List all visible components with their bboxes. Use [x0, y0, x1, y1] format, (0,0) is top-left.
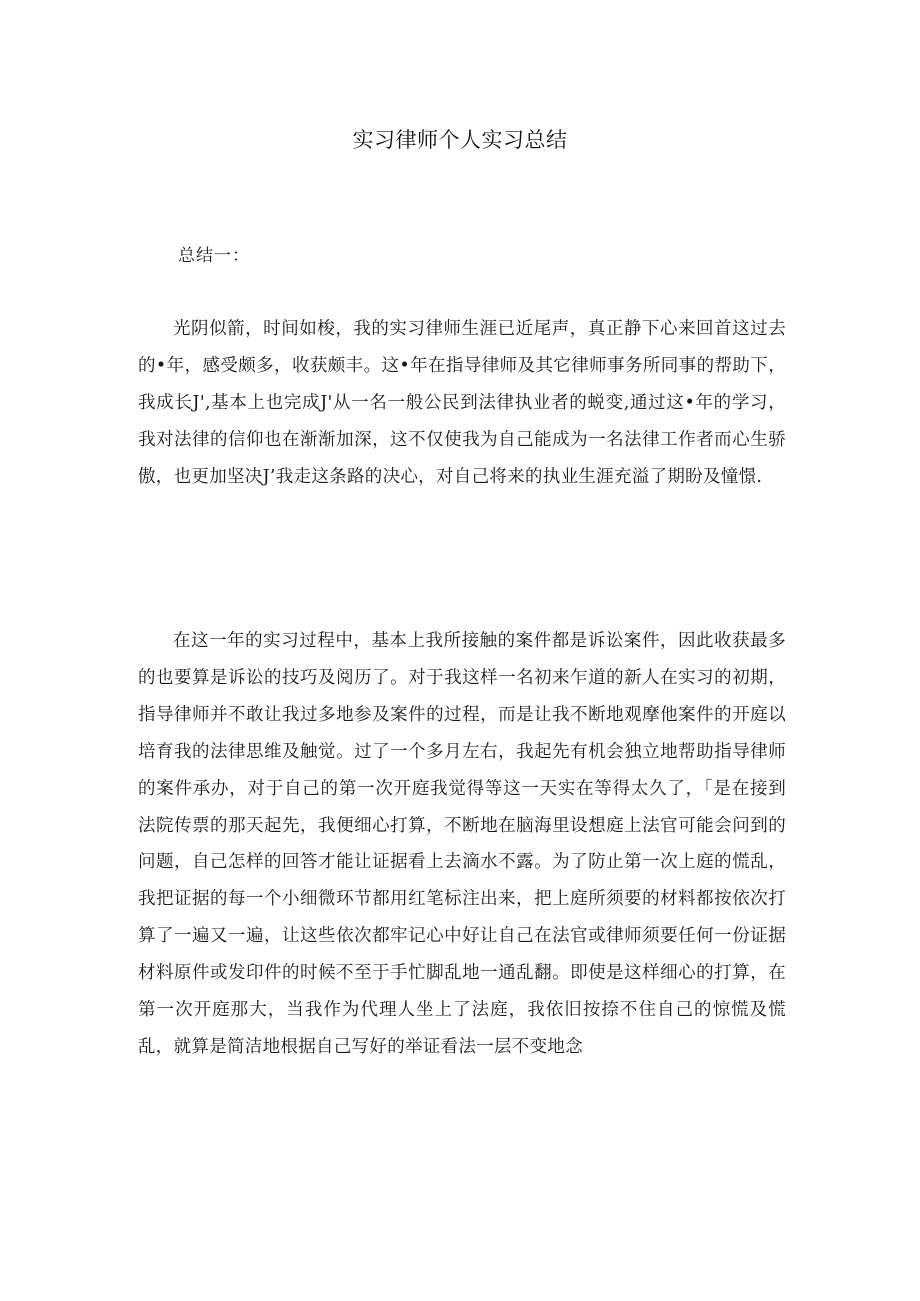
document-title: 实习律师个人实习总结 [352, 128, 568, 152]
section-heading: 总结一： [178, 246, 250, 266]
paragraph-1: 光阴似箭，时间如梭，我的实习律师生涯已近尾声，真正静下心来回首这过去的•年，感受颇多，收获颇丰。这•年在指导律师及其它律师事务所同事的帮助下，我成长J',基本上也完成J'从一名一般公民到法律执业者的蜕变,通过这•年的学习，我对法律的信仰也在渐渐加深，这不仅使我为自己能成为一名法律工作者而心生骄傲，也更加坚决J’我走这条路的决心，对自己将来的执业生涯充溢了期盼及憧憬. [138, 319, 786, 487]
paragraph-2: 在这一年的实习过程中，基本上我所接触的案件都是诉讼案件，因此收获最多的也要算是诉讼的技巧及阅历了。对于我这样一名初来乍道的新人在实习的初期，指导律师并不敢让我过多地参及案件的过程，而是让我不断地观摩他案件的开庭以培育我的法律思维及触觉。过了一个多月左右，我起先有机会独立地帮助指导律师的案件承办，对于自己的第一次开庭我觉得等这一天实在等得太久了，「是在接到法院传票的那天起先，我便细心打算，不断地在脑海里设想庭上法官可能会问到的问题，自己怎样的回答才能让证据看上去滴水不露。为了防止第一次上庭的慌乱，我把证据的每一个小细微环节都用红笔标注出来，把上庭所须要的材料都按依次打算了一遍又一遍，让这些依次都牢记心中好让自己在法官或律师须要任何一份证据材料原件或发印件的时候不至于手忙脚乱地一通乱翻。即使是这样细心的打算，在第一次开庭那大，当我作为代理人坐上了法庭，我依旧按捺不住自己的惊慌及慌乱，就算是简洁地根据自己写好的举证看法一层不变地念 [138, 631, 786, 1057]
